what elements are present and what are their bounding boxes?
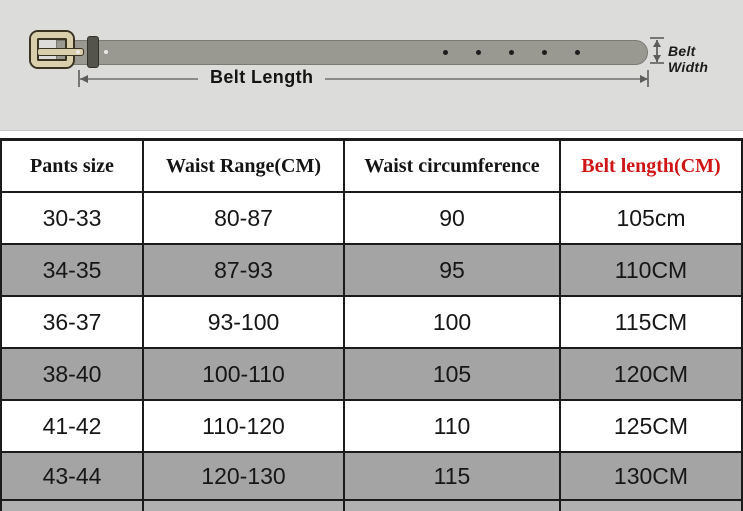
column-header-belt-length: Belt length(CM) xyxy=(559,141,741,191)
belt-width-tick-bottom xyxy=(650,62,664,64)
table-cell: 95 xyxy=(343,245,559,295)
column-header-waist-circumference: Waist circumference xyxy=(343,141,559,191)
table-row xyxy=(2,193,741,245)
table-row xyxy=(2,453,741,501)
belt-hole xyxy=(509,50,514,55)
table-cell: 105 xyxy=(343,349,559,399)
table-header-row xyxy=(2,141,741,193)
belt-length-arrowhead-left xyxy=(80,75,88,83)
table-cell: 80-87 xyxy=(142,193,343,243)
belt-keeper-loop xyxy=(87,36,99,68)
table-cell: 41-42 xyxy=(42,412,102,439)
belt-length-arrowhead-right xyxy=(640,75,648,83)
table-cell: 130CM xyxy=(559,453,741,499)
belt-hole xyxy=(476,50,481,55)
table-cell: 87-93 xyxy=(142,245,343,295)
column-header-pants-size: Pants size xyxy=(30,154,114,177)
table-cell: 34-35 xyxy=(42,256,102,283)
table-cell: 115 xyxy=(343,453,559,499)
table-cell: 38-40 xyxy=(42,360,102,387)
table-row xyxy=(2,349,741,401)
table-body xyxy=(2,193,741,501)
table-row xyxy=(2,401,741,453)
table-cell: 100 xyxy=(343,297,559,347)
belt-width-arrowhead-down xyxy=(653,55,661,62)
table-cell: 120CM xyxy=(559,349,741,399)
belt-hole xyxy=(443,50,448,55)
belt-length-arrow-line xyxy=(80,78,648,80)
table-bottom-strip xyxy=(2,501,741,511)
table-row xyxy=(2,245,741,297)
table-cell: 36-37 xyxy=(42,308,102,335)
table-cell: 93-100 xyxy=(142,297,343,347)
table-cell: 90 xyxy=(343,193,559,243)
table-cell: 125CM xyxy=(559,401,741,451)
table-cell: 110-120 xyxy=(142,401,343,451)
size-table xyxy=(0,138,743,511)
belt-hole xyxy=(542,50,547,55)
table-cell: 43-44 xyxy=(42,462,102,489)
belt-width-label: Belt Width xyxy=(668,43,709,75)
belt-strap xyxy=(56,40,648,65)
belt-diagram xyxy=(0,0,743,131)
table-cell: 30-33 xyxy=(42,204,102,231)
table-cell: 105cm xyxy=(559,193,741,243)
table-cell: 120-130 xyxy=(142,453,343,499)
belt-width-tick-top xyxy=(650,37,664,39)
belt-hole xyxy=(575,50,580,55)
belt-length-label: Belt Length xyxy=(198,67,325,88)
column-header-waist-range: Waist Range(CM) xyxy=(142,141,343,191)
table-row xyxy=(2,297,741,349)
table-cell: 115CM xyxy=(559,297,741,347)
belt-stitch-dot xyxy=(104,50,108,54)
belt-stitch-dot xyxy=(76,50,80,54)
belt-width-arrowhead-up xyxy=(653,40,661,47)
table-cell: 110CM xyxy=(559,245,741,295)
table-cell: 100-110 xyxy=(142,349,343,399)
table-cell: 110 xyxy=(343,401,559,451)
